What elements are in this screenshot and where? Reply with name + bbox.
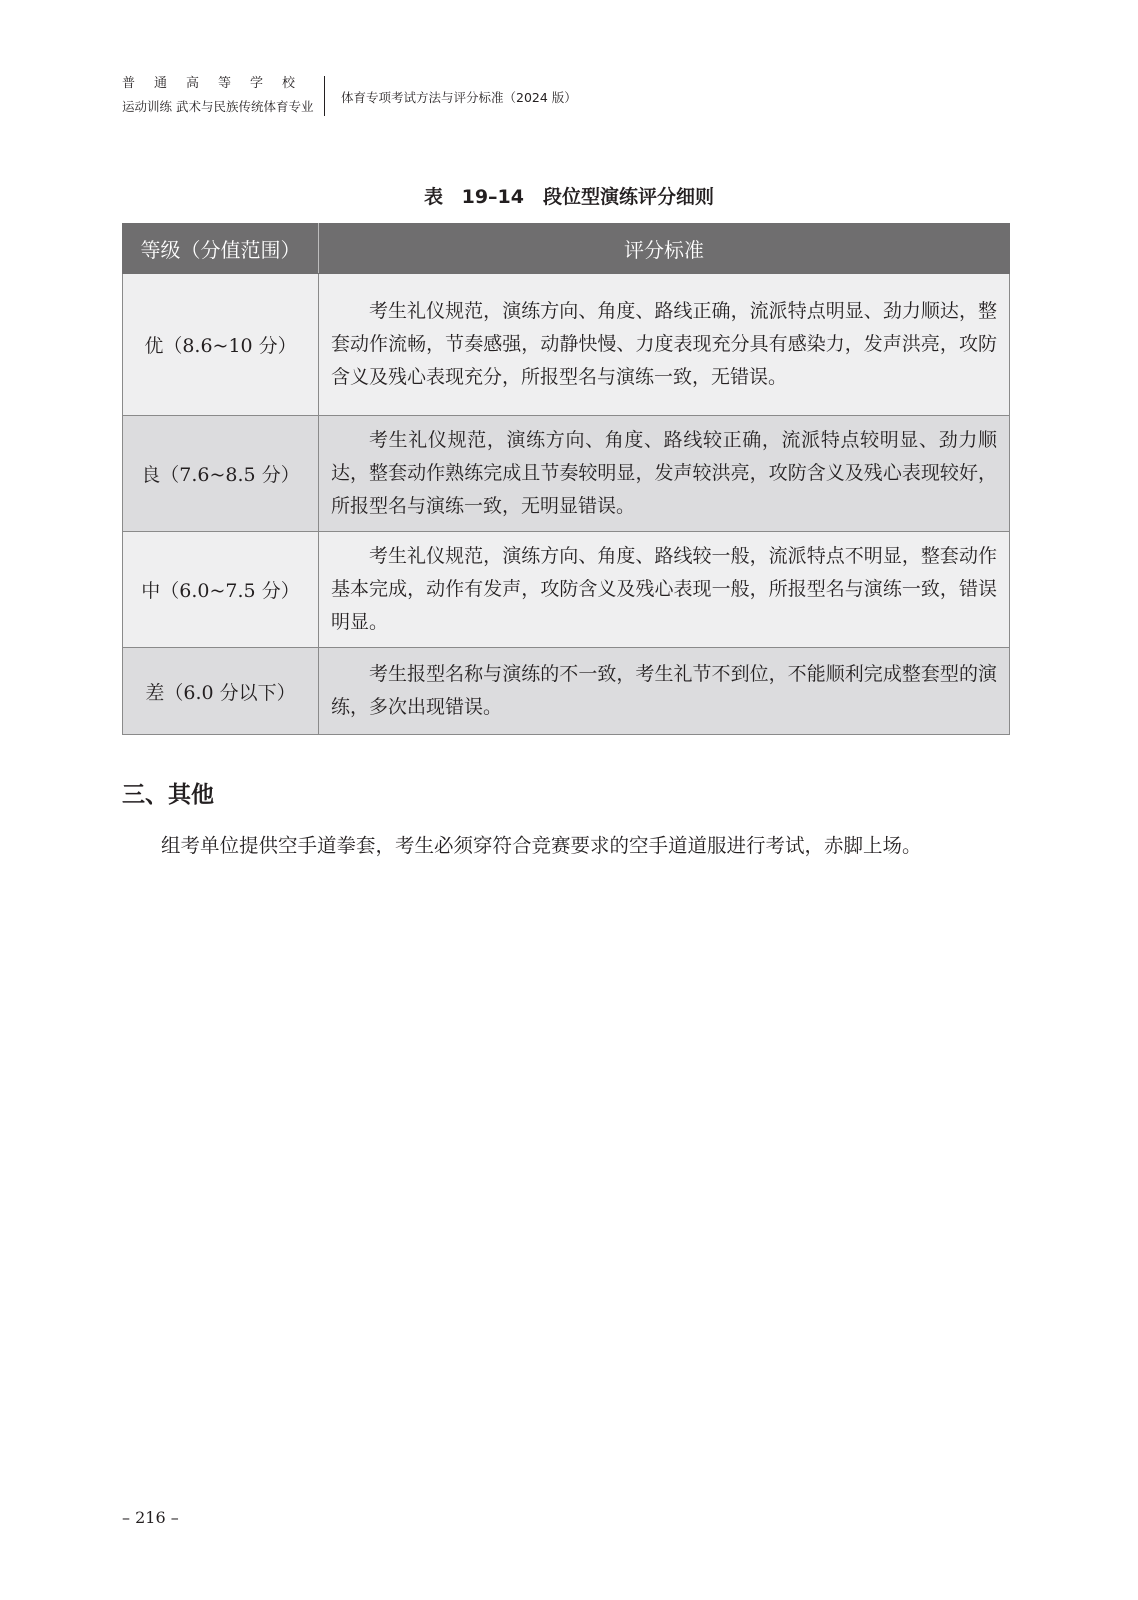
header-divider <box>324 76 325 116</box>
section-paragraph: 组考单位提供空手道拳套，考生必须穿符合竞赛要求的空手道道服进行考试，赤脚上场。 <box>161 834 922 857</box>
criteria-cell: 考生礼仪规范，演练方向、角度、路线正确，流派特点明显、劲力顺达，整套动作流畅，节奏感强，动静快慢、力度表现充分具有感染力，发声洪亮，攻防含义及残心表现充分，所报型名与演练一致，无错误。 <box>319 274 1010 416</box>
table-row <box>123 274 1010 416</box>
table-header-row <box>123 224 1010 274</box>
criteria-cell: 考生礼仪规范，演练方向、角度、路线较正确，流派特点较明显、劲力顺达，整套动作熟练完成且节奏较明显，发声较洪亮，攻防含义及残心表现较好，所报型名与演练一致，无明显错误。 <box>319 416 1010 532</box>
running-header <box>122 74 577 117</box>
header-left <box>122 74 314 117</box>
grade-cell: 良（7.6~8.5 分） <box>123 416 319 532</box>
table-row <box>123 648 1010 735</box>
header-book-title: 体育专项考试方法与评分标准（2024 版） <box>341 90 577 105</box>
header-school: 普通高等学校 <box>122 76 315 91</box>
section-heading: 三、其他 <box>122 782 214 808</box>
criteria-cell: 考生报型名称与演练的不一致，考生礼节不到位，不能顺利完成整套型的演练，多次出现错误。 <box>319 648 1010 735</box>
grade-cell: 中（6.0~7.5 分） <box>123 532 319 648</box>
table-row <box>123 532 1010 648</box>
table-title: 表 19–14 段位型演练评分细则 <box>424 186 714 208</box>
header-major: 运动训练 武术与民族传统体育专业 <box>122 99 314 114</box>
column-header-criteria: 评分标准 <box>319 224 1010 274</box>
table-row <box>123 416 1010 532</box>
grade-cell: 差（6.0 分以下） <box>123 648 319 735</box>
page-number: – 216 – <box>122 1508 179 1527</box>
scoring-table <box>122 223 1010 735</box>
column-header-grade: 等级（分值范围） <box>123 224 319 274</box>
grade-cell: 优（8.6~10 分） <box>123 274 319 416</box>
criteria-cell: 考生礼仪规范，演练方向、角度、路线较一般，流派特点不明显，整套动作基本完成，动作有发声，攻防含义及残心表现一般，所报型名与演练一致，错误明显。 <box>319 532 1010 648</box>
